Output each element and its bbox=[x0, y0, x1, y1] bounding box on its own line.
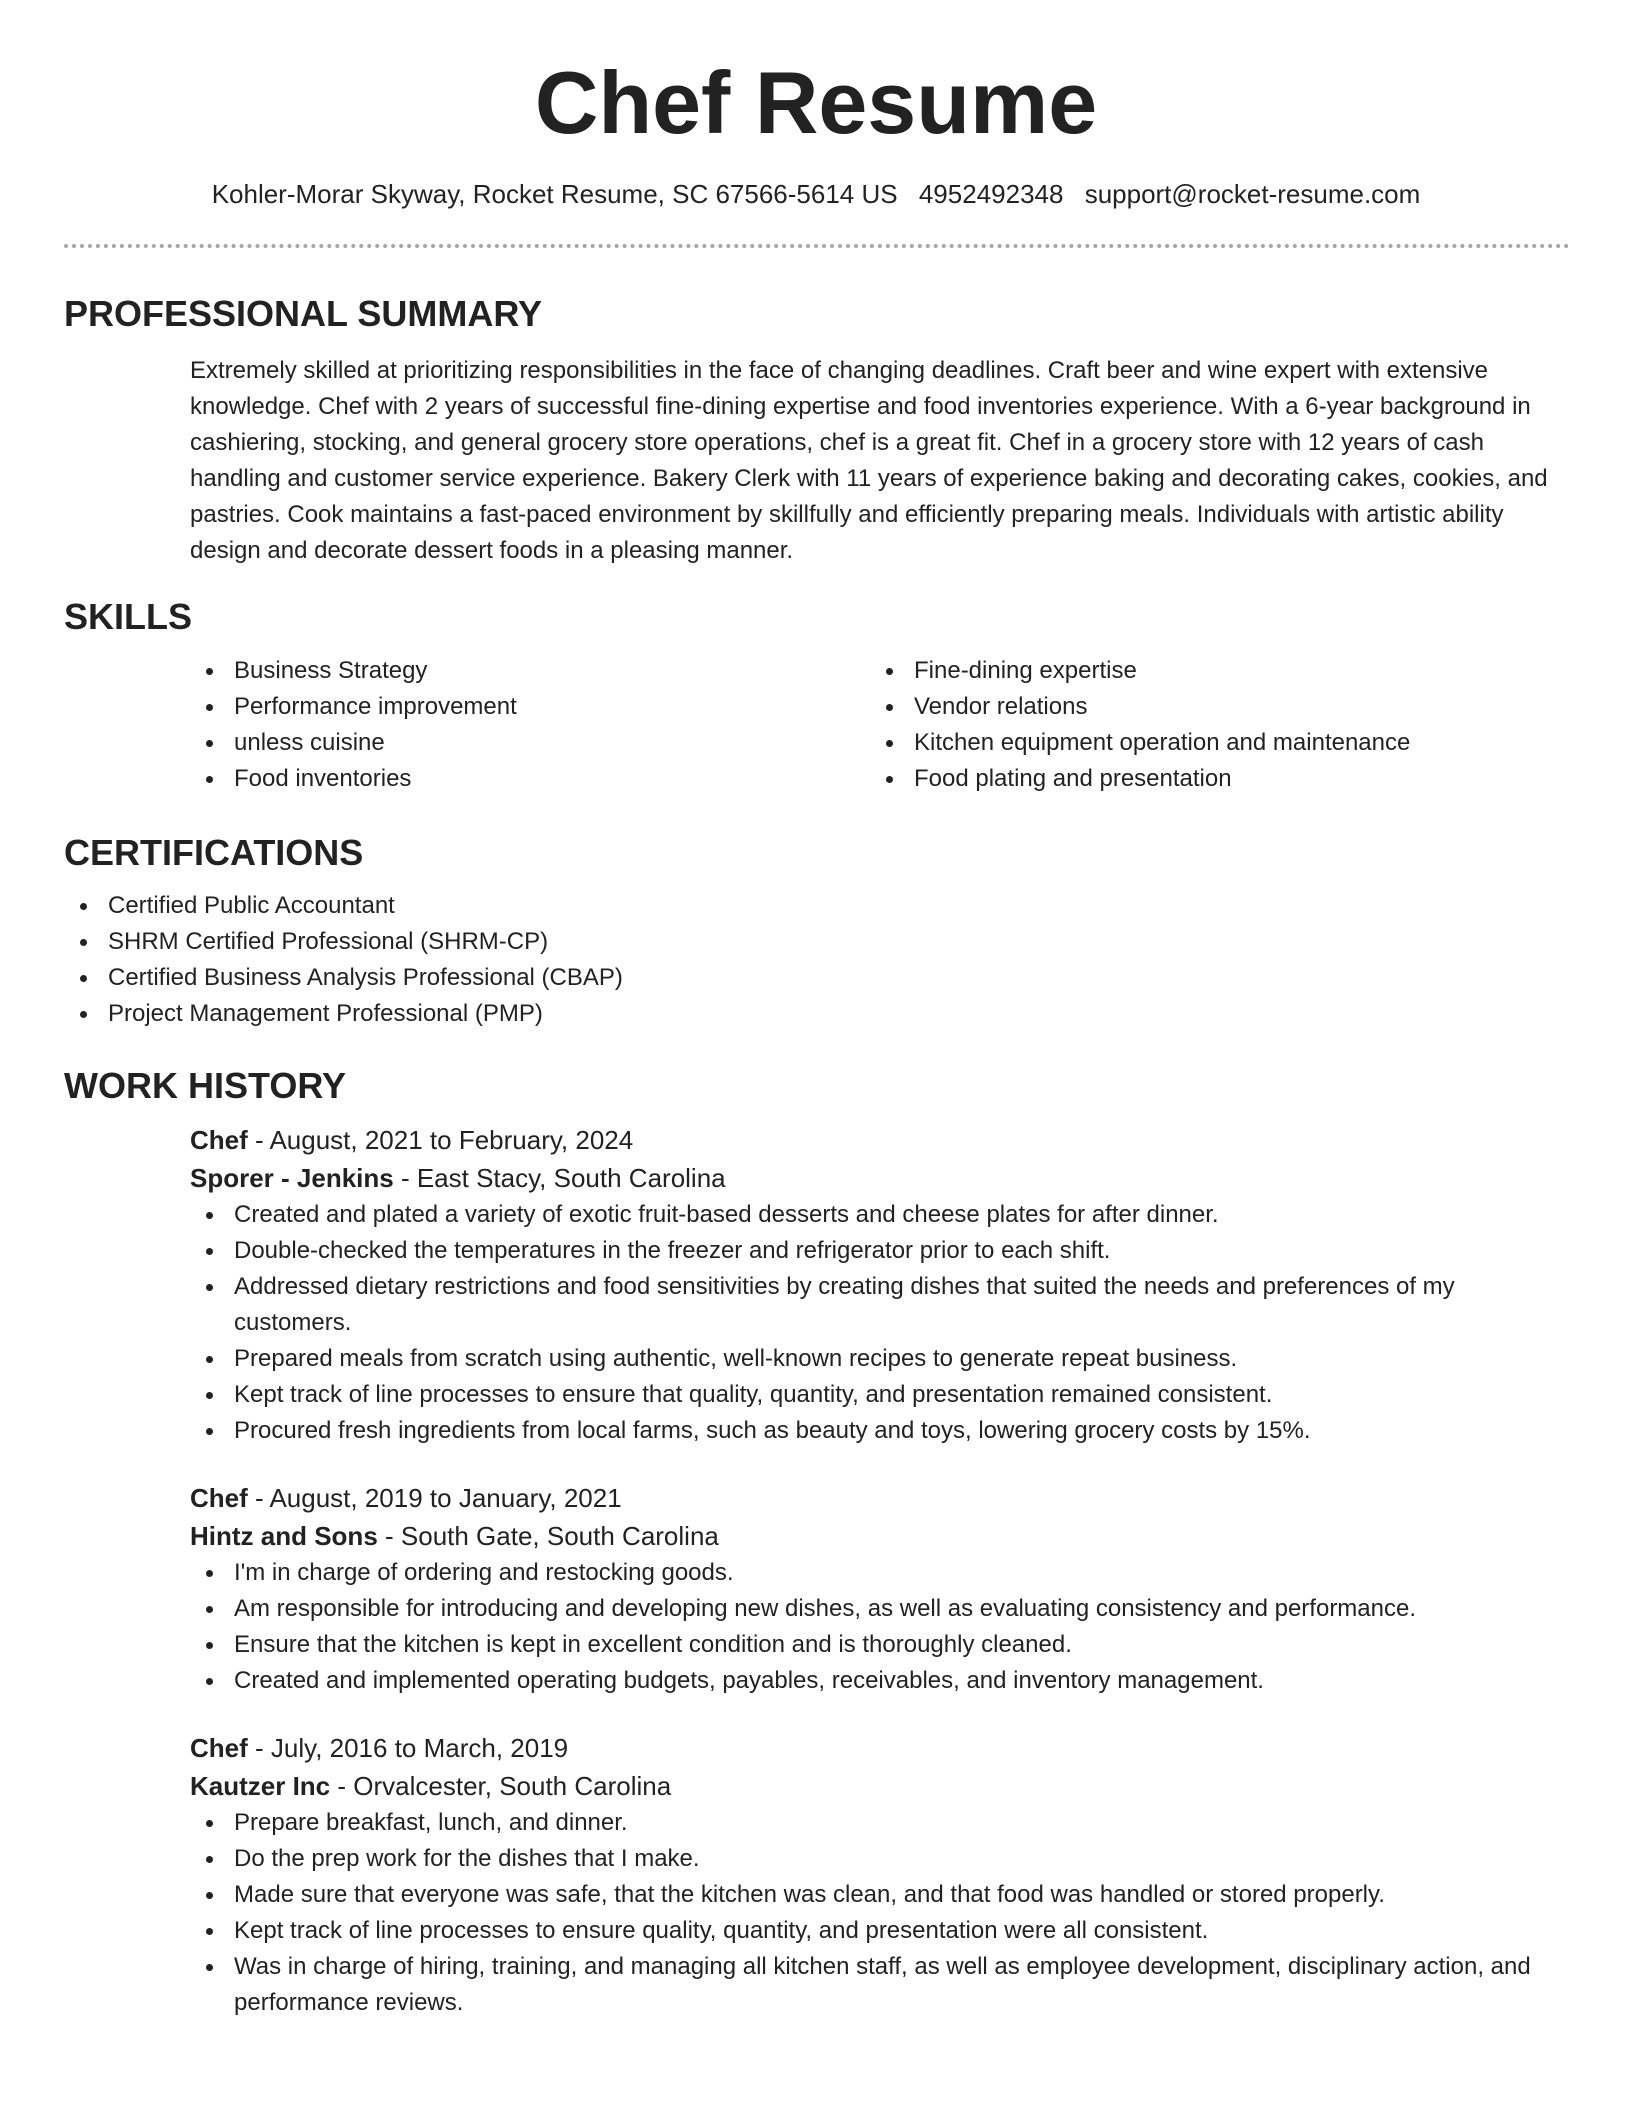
job-bullet: Made sure that everyone was safe, that the kitchen was clean, and that food was handled or stored properly. bbox=[190, 1877, 1570, 1913]
job-bullets bbox=[190, 1805, 1570, 2021]
work-history-section bbox=[64, 1064, 1570, 2021]
job-bullet: Created and plated a variety of exotic fruit-based desserts and cheese plates for after dinner. bbox=[190, 1197, 1570, 1233]
work-history-heading: WORK HISTORY bbox=[64, 1064, 347, 1106]
skill-item: Fine-dining expertise bbox=[870, 653, 1550, 689]
job-bullets bbox=[190, 1197, 1570, 1449]
job-bullet: Addressed dietary restrictions and food sensitivities by creating dishes that suited the needs and preferences of my customers. bbox=[190, 1269, 1570, 1341]
job-title: Chef bbox=[190, 1732, 248, 1763]
contact-line bbox=[0, 179, 1632, 210]
certifications-section bbox=[64, 831, 1570, 1032]
job-title-line bbox=[190, 1479, 1570, 1517]
contact-email: support@rocket-resume.com bbox=[1084, 179, 1421, 210]
skill-item: unless cuisine bbox=[190, 725, 870, 761]
job-company-line bbox=[190, 1159, 1570, 1197]
job-bullet: Procured fresh ingredients from local farms, such as beauty and toys, lowering grocery costs by 15%. bbox=[190, 1413, 1570, 1449]
certification-item: SHRM Certified Professional (SHRM-CP) bbox=[64, 924, 1570, 960]
job-company-line bbox=[190, 1517, 1570, 1555]
job-title: Chef bbox=[190, 1124, 248, 1155]
job-dates: - August, 2021 to February, 2024 bbox=[247, 1124, 634, 1155]
certification-item: Certified Business Analysis Professional (CBAP) bbox=[64, 960, 1570, 996]
job-company: Kautzer Inc bbox=[190, 1770, 331, 1801]
job-bullet: Kept track of line processes to ensure that quality, quantity, and presentation remained consistent. bbox=[190, 1377, 1570, 1413]
job-location: - East Stacy, South Carolina bbox=[393, 1162, 726, 1193]
job-bullet: Ensure that the kitchen is kept in excellent condition and is thoroughly cleaned. bbox=[190, 1627, 1570, 1663]
job-location: - South Gate, South Carolina bbox=[377, 1520, 719, 1551]
job-entry bbox=[190, 1121, 1570, 1449]
job-bullet: I'm in charge of ordering and restocking goods. bbox=[190, 1555, 1570, 1591]
summary-heading: PROFESSIONAL SUMMARY bbox=[64, 293, 543, 335]
job-location: - Orvalcester, South Carolina bbox=[330, 1770, 672, 1801]
certification-item: Project Management Professional (PMP) bbox=[64, 996, 1570, 1032]
job-bullet: Prepare breakfast, lunch, and dinner. bbox=[190, 1805, 1570, 1841]
certification-item: Certified Public Accountant bbox=[64, 888, 1570, 924]
contact-address: Kohler-Morar Skyway, Rocket Resume, SC 67566-5614 US bbox=[211, 179, 898, 210]
job-company: Hintz and Sons bbox=[190, 1520, 378, 1551]
job-entry bbox=[190, 1479, 1570, 1699]
job-company: Sporer - Jenkins bbox=[190, 1162, 394, 1193]
summary-text: Extremely skilled at prioritizing responsibilities in the face of changing deadlines. Craft beer and wine expert with extensive knowledge. Chef with 2 years of successful fine-dining expertise and food inventories experience. With a 6-year background in cashiering, stocking, and general grocery store operations, chef is a great fit. Chef in a grocery store with 12 years of cash handling and customer service experience. Bakery Clerk with 11 years of experience baking and decorating cakes, cookies, and pastries. Cook maintains a fast-paced environment by skillfully and efficiently preparing meals. Individuals with artistic ability design and decorate dessert foods in a pleasing manner. bbox=[190, 357, 1548, 565]
skill-item: Performance improvement bbox=[190, 689, 870, 725]
job-bullet: Kept track of line processes to ensure quality, quantity, and presentation were all consistent. bbox=[190, 1913, 1570, 1949]
skills-right-list bbox=[870, 653, 1550, 797]
skills-left-list bbox=[190, 653, 870, 797]
header-divider bbox=[64, 244, 1570, 248]
job-bullet: Double-checked the temperatures in the freezer and refrigerator prior to each shift. bbox=[190, 1233, 1570, 1269]
skills-grid bbox=[190, 653, 1570, 797]
skills-section bbox=[64, 595, 1570, 796]
job-dates: - July, 2016 to March, 2019 bbox=[247, 1732, 569, 1763]
certifications-list bbox=[64, 888, 1570, 1032]
job-bullet: Created and implemented operating budgets, payables, receivables, and inventory management. bbox=[190, 1663, 1570, 1699]
job-bullet: Was in charge of hiring, training, and managing all kitchen staff, as well as employee development, disciplinary action, and performance reviews. bbox=[190, 1949, 1570, 2021]
skill-item: Food plating and presentation bbox=[870, 761, 1550, 797]
job-title-line bbox=[190, 1121, 1570, 1159]
job-bullets bbox=[190, 1555, 1570, 1699]
job-dates: - August, 2019 to January, 2021 bbox=[247, 1482, 622, 1513]
contact-phone: 4952492348 bbox=[918, 179, 1064, 210]
skill-item: Food inventories bbox=[190, 761, 870, 797]
job-title-line bbox=[190, 1729, 1570, 1767]
job-bullet: Do the prep work for the dishes that I make. bbox=[190, 1841, 1570, 1877]
summary-section bbox=[64, 292, 1570, 569]
certifications-heading: CERTIFICATIONS bbox=[64, 831, 364, 873]
job-company-line bbox=[190, 1767, 1570, 1805]
skill-item: Vendor relations bbox=[870, 689, 1550, 725]
skill-item: Kitchen equipment operation and maintenance bbox=[870, 725, 1550, 761]
page-title: Chef Resume bbox=[534, 53, 1098, 152]
job-bullet: Am responsible for introducing and developing new dishes, as well as evaluating consistency and performance. bbox=[190, 1591, 1570, 1627]
job-entry bbox=[190, 1729, 1570, 2021]
job-bullet: Prepared meals from scratch using authentic, well-known recipes to generate repeat business. bbox=[190, 1341, 1570, 1377]
job-title: Chef bbox=[190, 1482, 248, 1513]
skill-item: Business Strategy bbox=[190, 653, 870, 689]
skills-heading: SKILLS bbox=[64, 596, 193, 638]
